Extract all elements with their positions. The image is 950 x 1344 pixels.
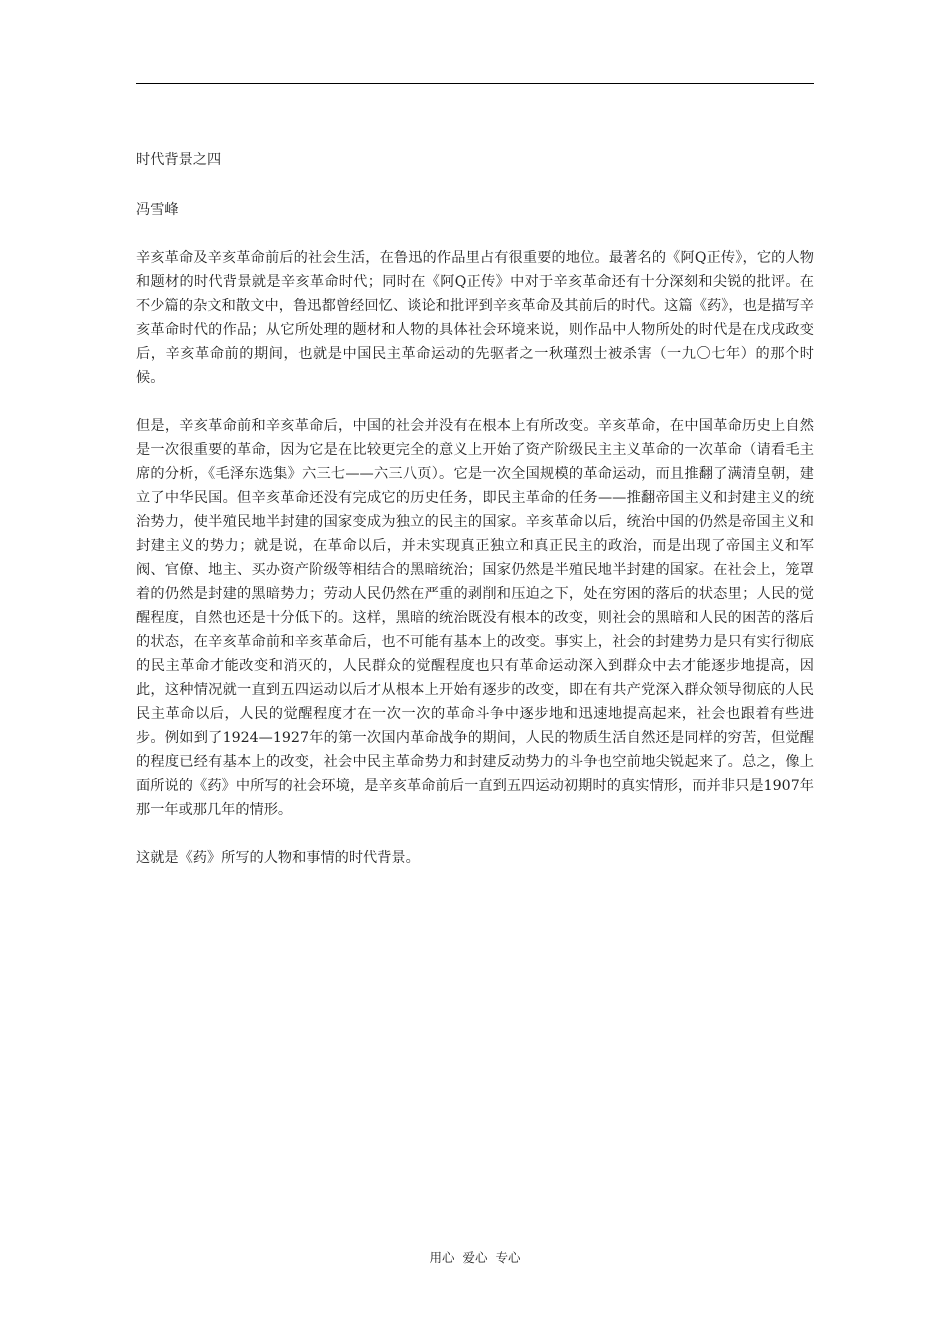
document-author: 冯雪峰	[136, 202, 179, 218]
document-title: 时代背景之四	[136, 152, 222, 168]
page-footer: 用心 爱心 专心	[429, 1250, 521, 1265]
header-rule	[136, 83, 814, 84]
paragraph-3: 这就是《药》所写的人物和事情的时代背景。	[136, 850, 420, 866]
paragraph-2: 但是，辛亥革命前和辛亥革命后，中国的社会并没有在根本上有所改变。辛亥革命，在中国革命历史上自然是一次很重要的革命，因为它是在比较更完全的意义上开始了资产阶级民主主义革命的一次革命（请看毛主席的分析，《毛泽东选集》六三七——六三八页）。它是一次全国规模的革命运动，而且推翻了满清皇朝，建立了中华民国。但辛亥革命还没有完成它的历史任务，即民主革命的任务——推翻帝国主义和封建主义的统治势力，使半殖民地半封建的国家变成为独立的民主的国家。辛亥革命以后，统治中国的仍然是帝国主义和封建主义的势力；就是说，在革命以后，并未实现真正独立和真正民主的政治，而是出现了帝国主义和军阀、官僚、地主、买办资产阶级等相结合的黑暗统治；国家仍然是半殖民地半封建的国家。在社会上，笼罩着的仍然是封建的黑暗势力；劳动人民仍然在严重的剥削和压迫之下，处在穷困的落后的状态里；人民的觉醒程度，自然也还是十分低下的。这样，黑暗的统治既没有根本的改变，则社会的黑暗和人民的困苦的落后的状态，在辛亥革命前和辛亥革命后，也不可能有基本上的改变。事实上，社会的封建势力是只有实行彻底的民主革命才能改变和消灭的，人民群众的觉醒程度也只有革命运动深入到群众中去才能逐步地提高，因此，这种情况就一直到五四运动以后才从根本上开始有逐步的改变，即在有共产党深入群众领导彻底的人民民主革命以后，人民的觉醒程度才在一次一次的革命斗争中逐步地和迅速地提高起来，社会也跟着有些进步。例如到了1924—1927年的第一次国内革命战争的期间，人民的物质生活自然还是同样的穷苦，但觉醒的程度已经有基本上的改变，社会中民主革命势力和封建反动势力的斗争也空前地尖锐起来了。总之，像上面所说的《药》中所写的社会环境，是辛亥革命前后一直到五四运动初期时的真实情形，而并非只是1907年那一年或那几年的情形。	[136, 418, 814, 818]
paragraph-1: 辛亥革命及辛亥革命前后的社会生活，在鲁迅的作品里占有很重要的地位。最著名的《阿Q正传》，它的人物和题材的时代背景就是辛亥革命时代；同时在《阿Q正传》中对于辛亥革命还有十分深刻和尖锐的批评。在不少篇的杂文和散文中，鲁迅都曾经回忆、谈论和批评到辛亥革命及其前后的时代。这篇《药》，也是描写辛亥革命时代的作品；从它所处理的题材和人物的具体社会环境来说，则作品中人物所处的时代是在戊戌政变后，辛亥革命前的期间，也就是中国民主革命运动的先驱者之一秋瑾烈士被杀害（一九〇七年）的那个时候。	[136, 250, 814, 386]
document-body	[136, 148, 814, 894]
